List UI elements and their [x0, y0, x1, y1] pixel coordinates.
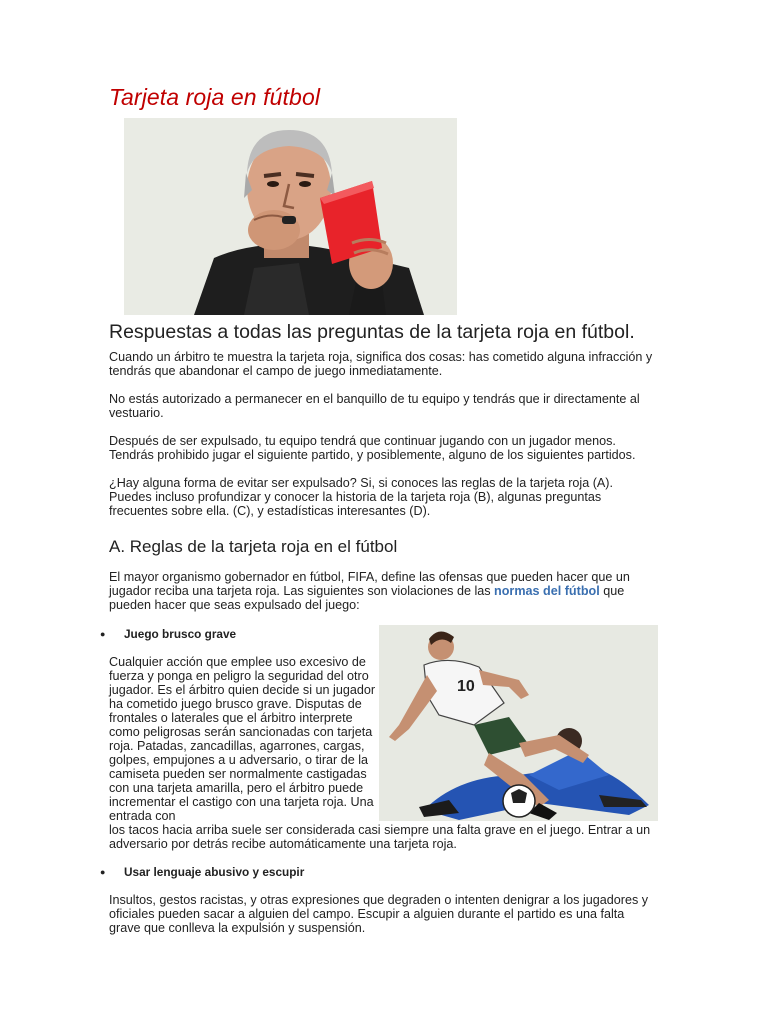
- jersey-number: 10: [457, 678, 475, 695]
- paragraph-1: Cuando un árbitro te muestra la tarjeta roja, significa dos cosas: has cometido alguna infracción y tendrás que abandonar el campo de juego inmediatamente.: [109, 350, 653, 378]
- bullet-juego-brusco: [100, 627, 236, 641]
- intro-text: El mayor organismo gobernador en fútbol, FIFA, define las ofensas que pueden hacer que un jugador reciba una tarjeta roja. Las siguientes son violaciones de las: [109, 570, 630, 598]
- bullet-label: Juego brusco grave: [124, 627, 237, 641]
- referee-illustration: [124, 118, 457, 315]
- section-a-intro: [109, 570, 657, 612]
- paragraph-3: Después de ser expulsado, tu equipo tendrá que continuar jugando con un jugador menos. Tendrás prohibido jugar el siguiente partido, y posiblemente, alguno de los siguientes partidos.: [109, 434, 636, 462]
- bullet-1-text: Cualquier acción que emplee uso excesivo de fuerza y ponga en peligro la seguridad del otro jugador. Es el árbitro quien decide si un jugador ha cometido juego brusco grave. Disputas de frontales o laterales que el árbitro interprete como peligrosas serán sancionadas con tarjeta roja. Patadas, zancadillas, agarrones, cargas, golpes, empujones a u adversario, o tirar de la camiseta pueden ser normalmente castigadas con una tarjeta amarilla, pero el árbitro puede incrementar el castigo con una tarjeta roja. Una entrada con: [109, 655, 376, 823]
- referee-red-card-image: [124, 118, 457, 315]
- page-title: Tarjeta roja en fútbol: [109, 84, 321, 110]
- bullet-lenguaje-abusivo: [100, 865, 304, 879]
- bullet-dot-icon: ●: [100, 629, 106, 639]
- paragraph-2: No estás autorizado a permanecer en el banquillo de tu equipo y tendrás que ir directamente al vestuario.: [109, 392, 640, 420]
- intro-text-end: que pueden hacer que seas expulsado del juego:: [109, 584, 625, 612]
- bullet-2-text: Insultos, gestos racistas, y otras expresiones que degraden o intenten denigrar a los jugadores y oficiales pueden sacar a alguien del campo. Escupir a alguien durante el partido es una falta grave que conlleva la expulsión y suspensión.: [109, 893, 649, 935]
- soccer-players-illustration: [379, 625, 658, 821]
- bullet-label: Usar lenguaje abusivo y escupir: [124, 865, 305, 879]
- normas-del-futbol-link[interactable]: normas del fútbol: [494, 584, 600, 598]
- paragraph-4: ¿Hay alguna forma de evitar ser expulsado? Si, si conoces las reglas de la tarjeta roja (A). Puedes incluso profundizar y conocer la historia de la tarjeta roja (B), algunas preguntas frecuentes sobre ella. (C), y estadísticas interesantes (D).: [109, 476, 613, 518]
- soccer-tackle-image: [379, 625, 658, 821]
- section-subtitle: Respuestas a todas las preguntas de la tarjeta roja en fútbol.: [109, 321, 635, 343]
- section-a-heading: A. Reglas de la tarjeta roja en el fútbol: [109, 537, 398, 556]
- bullet-dot-icon: ●: [100, 867, 106, 877]
- bullet-1-text-continued: los tacos hacia arriba suele ser considerada casi siempre una falta grave en el juego. Entrar a un adversario por detrás recibe automáticamente una tarjeta roja.: [109, 823, 651, 851]
